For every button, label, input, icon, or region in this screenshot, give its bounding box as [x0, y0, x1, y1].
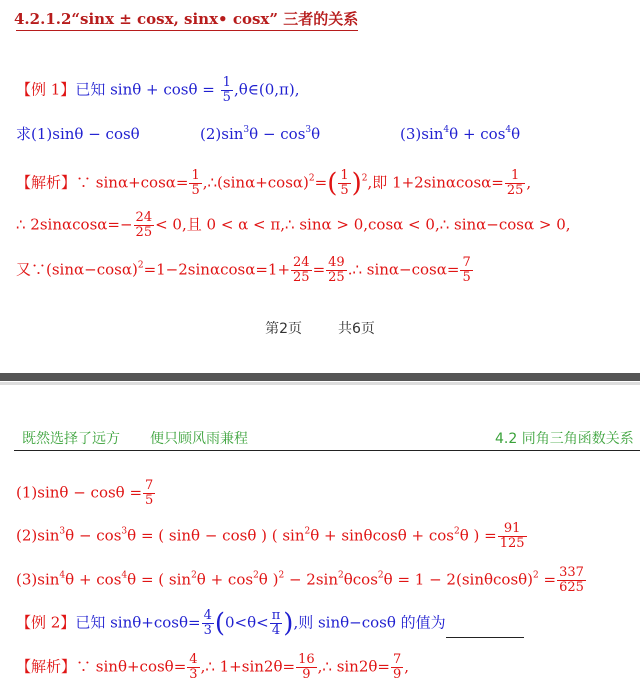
page-footer [0, 318, 640, 338]
analysis2-line1: 【解析】∵ sinθ+cosθ= $\frac{4}{3}$ ,∴ 1+sin2θ= $\frac{16}{9}$ ,∴ sin2θ= $\frac{7}{9}$ , [16, 652, 410, 682]
ask-prefix: 求 [16, 125, 32, 143]
example1-stem-prefix: 已知 sinθ + cosθ = [75, 80, 215, 99]
answer-2: $(2)\sin^3\theta - \cos^3\theta$ = ( sinθ − cosθ ) ( $\sin^2\theta + \sin\theta\cos\theta + \cos^2\theta$ ) = $\frac{91}{125}$ [16, 521, 525, 551]
question-2: $(2)\sin^3\theta - \cos^3\theta$ [200, 125, 321, 143]
page-header-chapter: 4.2 同角三角函数关系 [495, 431, 634, 447]
answer-1: (1)sinθ − cosθ = $\frac{7}{5}$ [16, 478, 154, 508]
title-underline [16, 30, 358, 31]
page-number: 第2页 [265, 321, 302, 337]
example1-stem-suffix: ,θ∈(0,π), [233, 80, 300, 99]
example1-stem [16, 76, 299, 105]
analysis1-line2: ∴ 2sinαcosα=− $\frac{24}{25}$ < 0,且 0 < α < π,∴ sinα > 0,cosα < 0,∴ sinα−cosα > 0, [16, 210, 571, 240]
answer-blank[interactable] [446, 623, 524, 638]
question-3: $(3)\sin^4\theta + \cos^4\theta$ [400, 125, 521, 143]
question-1: (1)sinθ − cosθ [31, 125, 140, 143]
example2-stem: 【例 2】已知 sinθ+cosθ= $\frac{4}{3}$ (0<θ< $\frac{\pi}{4}$ ),则 sinθ−cosθ 的值为 [16, 609, 524, 638]
analysis2-tag: 【解析】 [16, 657, 77, 676]
total-pages: 共6页 [338, 321, 375, 337]
analysis1-line1: 【解析】∵ sinα+cosα= $\frac{1}{5}$ $,\therefore(\sin\alpha+\cos\alpha)^2=$( $\frac{1}{5}$ )$^2$,即 1+2sinαcosα= $\frac{1}{25}$ , [16, 168, 532, 199]
section-title: 4.2.1.2“sinx ± cosx, sinx• cosx” 三者的关系 [14, 10, 359, 28]
example2-tag: 【例 2】 [16, 613, 76, 632]
answer-3: $(3)\sin^4\theta + \cos^4\theta$ = ( $\sin^2\theta + \cos^2\theta$ )$^2 - 2\sin^2\theta\cos^2\theta = 1 - 2(\sin\theta\cos\theta)^2$ = $\frac{337}{625}$ [16, 565, 584, 595]
header-rule [14, 450, 640, 451]
analysis1-line3: 又$\because(\sin\alpha-\cos\alpha)^2=1-2\sin\alpha\cos\alpha=1+$ $\frac{24}{25}$ = $\frac{49}{25}$ .∴ sinα−cosα= $\frac{7}{5}$ [16, 255, 471, 285]
example1-questions [16, 124, 140, 144]
page-header-motto: 既然选择了远方 便只顾风雨兼程 [22, 431, 248, 447]
analysis1-tag: 【解析】 [16, 173, 77, 192]
example1-fraction: $\frac{1}{5}$ [222, 75, 231, 105]
page-separator-shadow [0, 382, 640, 385]
page-separator [0, 373, 640, 381]
example1-tag: 【例 1】 [16, 80, 76, 99]
